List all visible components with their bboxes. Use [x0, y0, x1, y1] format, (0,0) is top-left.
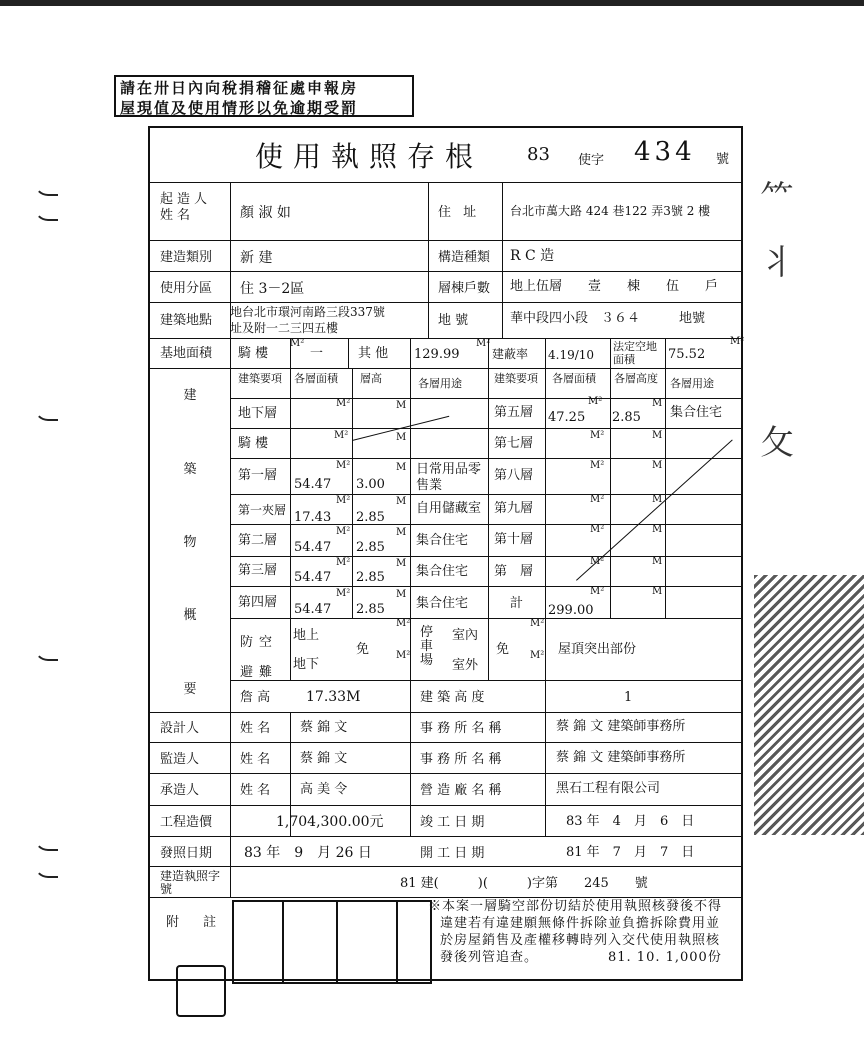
edge-stamp-char: ⺮: [760, 178, 794, 218]
col-header: 各層用途: [670, 377, 714, 390]
designer-label: 設計人: [160, 721, 200, 736]
parking-indoor: 室內: [452, 628, 479, 643]
construction-permit-label: 建造執照字號: [160, 869, 221, 896]
col-rule: [665, 338, 666, 368]
official-seal: [176, 965, 226, 1017]
row-rule: [230, 680, 743, 681]
cost-label: 工程造價: [160, 815, 213, 830]
unit-m: M: [396, 527, 407, 538]
floor-name: 騎 樓: [238, 436, 269, 451]
contractor-label: 承造人: [160, 783, 200, 798]
col-rule: [410, 680, 411, 836]
eave-value: 17.33M: [306, 689, 361, 705]
builder-label: 起造人姓名: [160, 192, 212, 223]
unit-m2: M²: [336, 588, 351, 599]
col-rule: [230, 182, 231, 897]
floor-use: 自用儲藏室: [416, 501, 482, 516]
permit-suffix: 號: [716, 152, 730, 167]
side-char: 要: [183, 682, 197, 697]
supervisor-office: 蔡 錦 文 建築師事務所: [556, 750, 686, 765]
lot-value: 華中段四小段 ３６４ 地號: [510, 311, 706, 326]
floor-area: 54.47: [294, 570, 332, 585]
unit-m2: M²: [590, 586, 605, 597]
firm-name: 黑石工程有限公司: [556, 781, 661, 796]
unit-m2: M²: [730, 336, 745, 347]
row-rule: [148, 368, 743, 369]
notice-line-1: 請在卅日內向稅捐稽征處申報房: [120, 79, 359, 97]
floor-use: 集合住宅: [416, 533, 469, 548]
floor-name: 第七層: [494, 436, 534, 451]
unit-m: M: [652, 398, 663, 409]
site-line-1: 地台北市環河南路三段337號: [230, 305, 385, 319]
binding-mark: [34, 180, 58, 196]
row-rule: [148, 271, 743, 272]
roof-label: 屋頂突出部份: [558, 642, 637, 657]
floor-name: 第一層: [238, 468, 278, 483]
unit-m2: M²: [334, 430, 349, 441]
row-rule: [148, 836, 743, 837]
col-rule: [545, 338, 546, 368]
row-rule: [148, 742, 743, 743]
finish-date-label: 竣 工 日 期: [420, 815, 485, 830]
unit-m2: M²: [590, 556, 605, 567]
form-title: 使用執照存根: [255, 140, 484, 173]
row-rule: [230, 618, 743, 619]
approval-seal-box: [282, 900, 338, 984]
col-header: 各層高度: [614, 372, 658, 385]
designer-office: 蔡 錦 文 建築師事務所: [556, 719, 686, 734]
remarks-line-4: 發後列管追查。: [440, 950, 539, 965]
floor-use: 集合住宅: [416, 596, 469, 611]
notice-line-2: 屋現值及使用情形以免逾期受罰: [120, 99, 359, 117]
binding-mark: [34, 205, 58, 221]
row-rule: [148, 338, 743, 339]
site-line-2: 址及附一二三四五樓: [230, 321, 339, 335]
approval-seal-box: [396, 900, 432, 984]
parking-none: 免: [496, 642, 510, 657]
issue-date-label: 發照日期: [160, 846, 213, 861]
floor-area: 54.47: [294, 477, 332, 492]
floor-height: 2.85: [612, 410, 641, 425]
floor-height: 3.00: [356, 477, 385, 492]
permit-number: 434: [634, 137, 696, 167]
unit-m: M: [652, 460, 663, 471]
open-space-value: 75.52: [668, 347, 706, 362]
col-rule: [348, 338, 349, 368]
floor-name: 第五層: [494, 405, 534, 420]
coverage-value: 4.19/10: [548, 348, 595, 362]
row-rule: [148, 866, 743, 867]
zone-label: 使用分區: [160, 281, 213, 296]
structure-value: R C 造: [510, 248, 555, 264]
unit-m2: M²: [590, 460, 605, 471]
unit-m2: M²: [336, 460, 351, 471]
unit-m2: M²: [476, 338, 491, 349]
unit-m: M: [396, 400, 407, 411]
col-rule: [428, 182, 429, 338]
floor-area: 54.47: [294, 540, 332, 555]
floor-name: 計: [510, 596, 524, 611]
col-rule: [410, 368, 411, 680]
floor-name: 第十層: [494, 532, 534, 547]
zone-value: 住 3－2區: [240, 281, 305, 297]
office-label: 事 務 所 名 稱: [420, 752, 502, 767]
remarks-label: 附 註: [166, 915, 227, 930]
unit-m2: M²: [290, 338, 305, 349]
name-label: 姓 名: [240, 752, 271, 767]
finish-date: 83 年 4 月 6 日: [566, 814, 695, 829]
unit-m: M: [652, 494, 663, 505]
name-label: 姓 名: [240, 783, 271, 798]
area-label: 基地面積: [160, 346, 213, 361]
floor-use: 日常用品零售業: [416, 462, 482, 493]
supervisor-name: 蔡 錦 文: [300, 751, 348, 766]
permit-prefix: 使字: [578, 153, 605, 168]
side-char: 建: [183, 388, 197, 403]
supervisor-label: 監造人: [160, 752, 200, 767]
open-space-label: 法定空地面積: [613, 340, 657, 366]
scan-top-strip: [0, 0, 864, 6]
side-char: 物: [183, 535, 197, 550]
col-header: 各層面積: [552, 372, 596, 385]
row-rule: [230, 398, 743, 399]
floor-height: 2.85: [356, 540, 385, 555]
row-rule: [148, 773, 743, 774]
col-rule: [545, 680, 546, 836]
other-area-value: 129.99: [414, 347, 460, 362]
side-char: 概: [183, 608, 197, 623]
shelter-label: 防空避難: [240, 635, 279, 680]
col-rule: [488, 368, 489, 680]
unit-m: M: [396, 496, 407, 507]
remarks-line-3: 於房屋銷售及產權移轉時列入交代使用執照核: [440, 933, 721, 948]
unit-m2: M²: [336, 557, 351, 568]
unit-m2: M²: [336, 495, 351, 506]
row-rule: [230, 428, 743, 429]
col-rule: [352, 368, 353, 618]
floor-use: 集合住宅: [670, 405, 723, 420]
construction-permit-value: 81 建( )( )字第 245 號: [400, 876, 648, 891]
parking-outdoor: 室外: [452, 658, 479, 673]
col-rule: [545, 368, 546, 680]
col-header: 層高: [360, 372, 382, 385]
col-header: 建築要項: [494, 372, 538, 385]
structure-label: 構造種類: [438, 250, 491, 265]
unit-m: M: [652, 524, 663, 535]
approval-seal-box: [232, 900, 284, 984]
shelter-below-label: 地下: [293, 657, 320, 672]
build-type-value: 新 建: [240, 250, 273, 266]
floor-name: 第四層: [238, 595, 278, 610]
contractor-name: 高 美 令: [300, 782, 348, 797]
unit-m: M: [396, 558, 407, 569]
unit-m: M: [396, 432, 407, 443]
row-rule: [230, 458, 743, 459]
designer-name: 蔡 錦 文: [300, 720, 348, 735]
binding-mark: [34, 835, 58, 851]
shelter-above-label: 地上: [293, 628, 320, 643]
col-rule: [665, 368, 666, 618]
unit-m2: M²: [396, 650, 411, 661]
unit-m2: M²: [336, 398, 351, 409]
col-rule: [610, 338, 611, 368]
other-label: 其 他: [358, 346, 389, 361]
permit-year: 83: [527, 144, 550, 165]
row-rule: [148, 182, 743, 183]
office-label: 事 務 所 名 稱: [420, 721, 502, 736]
unit-m2: M²: [588, 396, 603, 407]
floors-label: 層棟戶數: [438, 281, 491, 296]
firm-label: 營 造 廠 名 稱: [420, 783, 502, 798]
start-date: 81 年 7 月 7 日: [566, 845, 695, 860]
unit-m2: M²: [336, 526, 351, 537]
floor-height: 2.85: [356, 510, 385, 525]
col-header: 各層面積: [294, 372, 338, 385]
side-char: 築: [183, 462, 197, 477]
col-rule: [610, 368, 611, 618]
unit-m: M: [652, 556, 663, 567]
cost-value: 1,704,300.00元: [276, 814, 384, 830]
binding-mark: [34, 405, 58, 421]
floor-height: 2.85: [356, 570, 385, 585]
start-date-label: 開 工 日 期: [420, 846, 485, 861]
unit-m2: M²: [530, 618, 545, 629]
arcade-value: 一: [310, 346, 324, 361]
lot-label: 地 號: [438, 313, 469, 328]
total-area: 299.00: [548, 603, 594, 618]
eave-label: 詹 高: [240, 690, 271, 705]
col-header: 各層用途: [418, 377, 462, 390]
row-rule: [230, 494, 743, 495]
binding-mark: [34, 862, 58, 878]
floor-name: 第三層: [238, 563, 278, 578]
col-header: 建築要項: [238, 372, 282, 385]
floor-name: 地下層: [238, 406, 278, 421]
binding-mark: [34, 645, 58, 661]
issue-date: 83 年 9 月 26 日: [244, 845, 372, 861]
parking-label: 停車場: [420, 625, 434, 668]
row-rule: [148, 805, 743, 806]
floor-name: 第九層: [494, 501, 534, 516]
unit-m: M: [652, 586, 663, 597]
unit-m: M: [652, 430, 663, 441]
floor-name: 第八層: [494, 468, 534, 483]
coverage-label: 建蔽率: [492, 347, 529, 361]
scan-noise-blotch: [754, 575, 864, 835]
unit-m2: M²: [530, 650, 545, 661]
floor-area: 17.43: [294, 510, 332, 525]
floor-area: 47.25: [548, 410, 586, 425]
tax-notice-stamp: [114, 75, 414, 117]
floor-name: 第一夾層: [238, 503, 287, 517]
print-code: 81. 10. 1,000份: [608, 950, 722, 965]
floor-use: 集合住宅: [416, 564, 469, 579]
unit-m: M: [396, 462, 407, 473]
edge-stamp-char: ⺦: [760, 243, 794, 283]
shelter-none: 免: [356, 642, 370, 657]
address-label: 住 址: [438, 205, 481, 220]
floor-name: 第二層: [238, 533, 278, 548]
build-type-label: 建造類別: [160, 250, 213, 265]
col-rule: [290, 368, 291, 680]
edge-stamp-char: ⺙: [760, 423, 794, 463]
row-rule: [148, 302, 743, 303]
unit-m2: M²: [590, 430, 605, 441]
remarks-line-2: 違建若有違建願無條件拆除並負擔拆除費用並: [440, 916, 721, 931]
unit-m2: M²: [396, 618, 411, 629]
unit-m2: M²: [590, 494, 605, 505]
arcade-label: 騎 樓: [238, 346, 269, 361]
row-rule: [230, 586, 743, 587]
address-value: 台北市萬大路 424 巷122 弄3號 2 樓: [510, 204, 711, 218]
floor-name: 第 層: [494, 564, 534, 579]
col-rule: [502, 182, 503, 338]
row-rule: [148, 240, 743, 241]
floors-value: 地上伍層 壹 棟 伍 戶: [510, 279, 719, 294]
unit-m2: M²: [590, 524, 605, 535]
height-label: 建 築 高 度: [420, 690, 485, 705]
site-label: 建築地點: [160, 313, 213, 328]
row-rule: [148, 712, 743, 713]
approval-seal-box: [336, 900, 398, 984]
remarks-line-1: ※本案一層騎空部份切結於使用執照核發後不得: [428, 899, 723, 914]
col-rule: [410, 338, 411, 368]
builder-name: 顏 淑 如: [240, 205, 291, 221]
floor-area: 54.47: [294, 602, 332, 617]
name-label: 姓 名: [240, 721, 271, 736]
unit-m: M: [396, 589, 407, 600]
height-value: 1: [624, 690, 633, 705]
floor-height: 2.85: [356, 602, 385, 617]
row-rule: [230, 556, 743, 557]
